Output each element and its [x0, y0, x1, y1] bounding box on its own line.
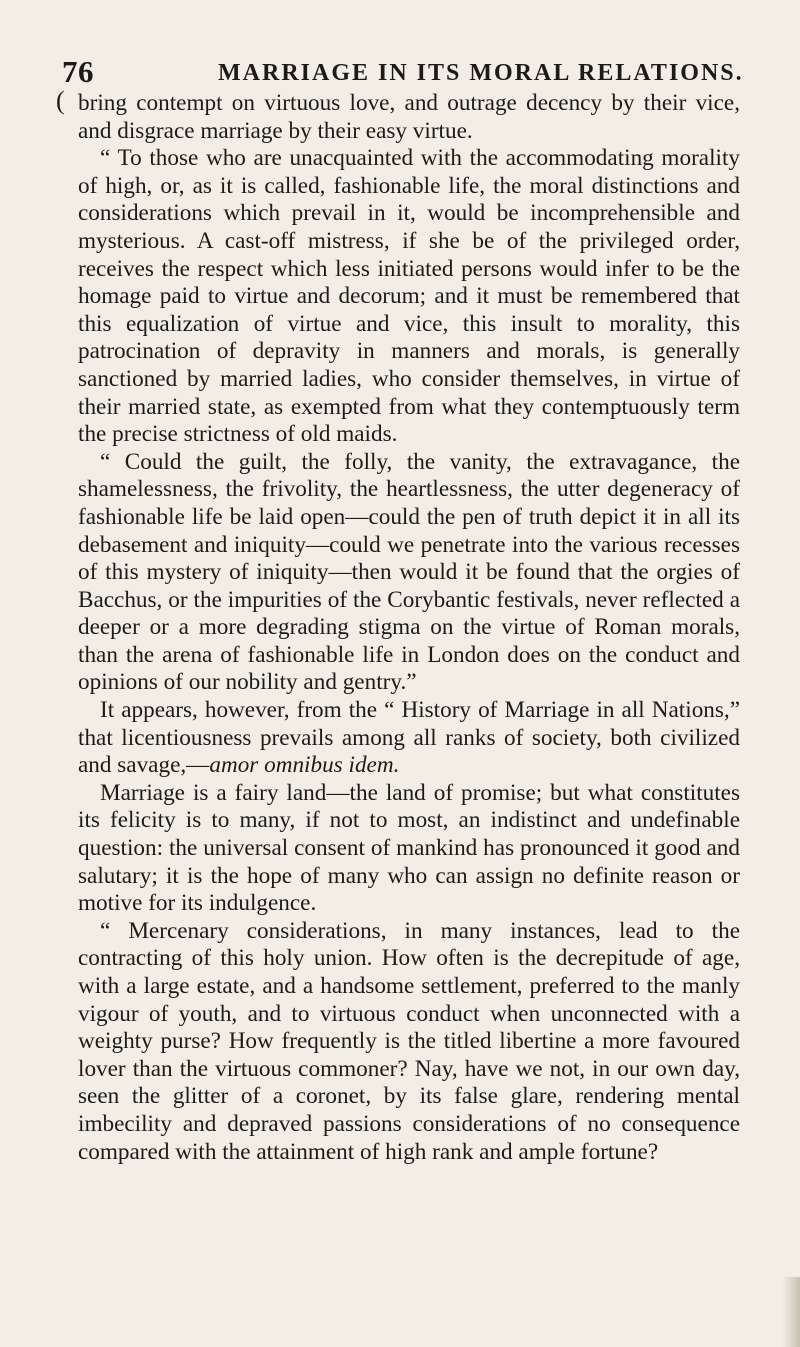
paragraph-4: [78, 697, 740, 780]
running-title: MARRIAGE IN ITS MORAL RELATIONS.: [218, 60, 744, 86]
margin-mark: (: [56, 86, 65, 115]
paragraph-3: “ Could the guilt, the folly, the vanity, the extravagance, the shamelessness, the frivolity, the heartlessness, the utter degeneracy of fashionable life be laid open—could the pen of truth depict it in all its debasement and iniquity—could we penetrate into the various recesses of this mystery of iniquity—then would it be found that the orgies of Bacchus, or the impurities of the Corybantic festivals, never reflected a deeper or a more degrading stigma on the virtue of Roman morals, than the arena of fashionable life in London does on the conduct and opinions of our nobility and gentry.”: [78, 448, 740, 696]
paragraph-5: Marriage is a fairy land—the land of promise; but what constitutes its felicity is to many, if not to most, an indistinct and undefinable question: the universal consent of mankind has pronounced it good and salutary; it is the hope of many who can assign no definite reason or motive for its indulgence.: [78, 779, 740, 917]
body-text: [78, 90, 740, 1166]
running-head: [62, 48, 744, 90]
paragraph-2: “ To those who are unacquainted with the accommodating morality of high, or, as it is called, fashionable life, the moral distinctions and considerations which prevail in it, would be incomprehensible and mysterious. A cast-off mistress, if she be of the privileged order, receives the respect which less initiated persons would infer to be the homage paid to virtue and decorum; and it must be remembered that this equalization of virtue and vice, this insult to morality, this patrocination of depravity in manners and morals, is generally sanctioned by married ladies, who consider themselves, in virtue of their married state, as exempted from what they contemptuously term the precise strictness of old maids.: [78, 145, 740, 448]
paragraph-4-text: It appears, however, from the “ History of Marriage in all Nations,” that licentiousness prevails among all ranks of society, both civilized and savage,—: [78, 697, 740, 779]
paragraph-1: bring contempt on virtuous love, and outrage decency by their vice, and disgrace marriage by their easy virtue.: [78, 90, 740, 144]
paragraph-6: “ Mercenary considerations, in many instances, lead to the contracting of this holy union. How often is the decrepitude of age, with a large estate, and a handsome settlement, preferred to the manly vigour of youth, and to virtuous conduct when unconnected with a weighty purse? How frequently is the titled libertine a more favoured lover than the virtuous commoner? Nay, have we not, in our own day, seen the glitter of a coronet, by its false glare, rendering mental imbecility and depraved passions considerations of no consequence compared with the attainment of high rank and ample fortune?: [78, 917, 740, 1165]
latin-phrase: amor omnibus idem.: [209, 752, 400, 779]
page-number: 76: [62, 54, 94, 89]
page-edge-shadow: [782, 1277, 800, 1347]
